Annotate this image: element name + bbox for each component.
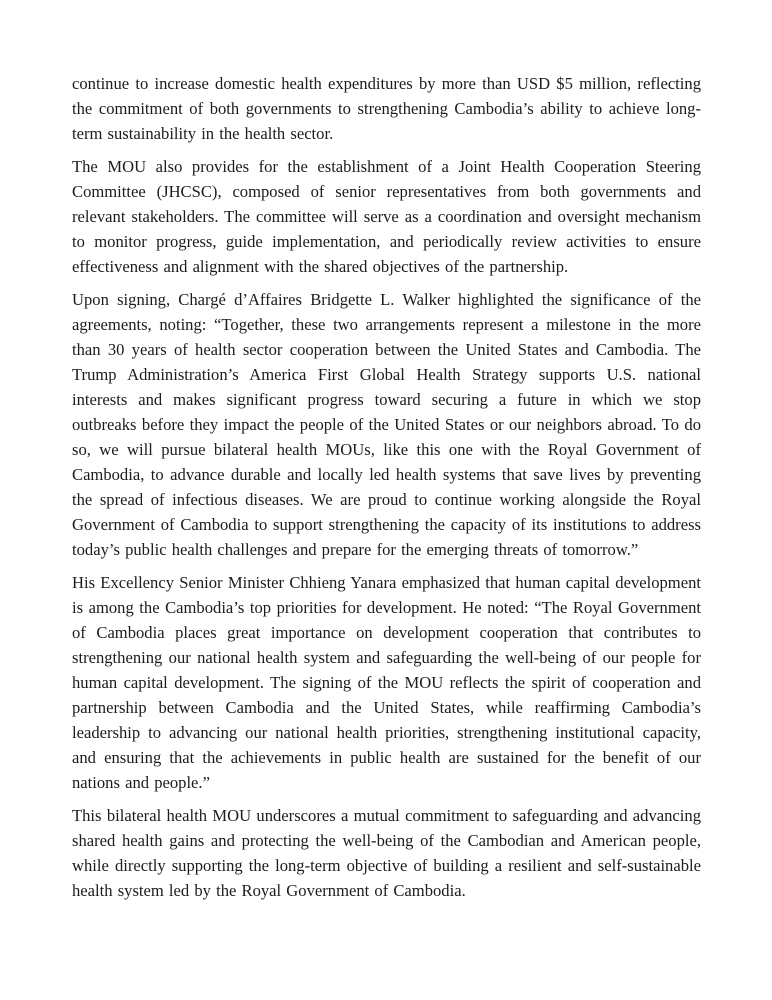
body-paragraph-3: Upon signing, Chargé d’Affaires Bridgette L. Walker highlighted the significance of the agreements, noting: “Together, these two arrangements represent a milestone in the more than 30 years of health sector cooperation between the United States and Cambodia. The Trump Administration’s America First Global Health Strategy supports U.S. national interests and makes significant progress toward securing a future in which we stop outbreaks before they impact the people of the United States or our neighbors abroad. To do so, we will pursue bilateral health MOUs, like this one with the Royal Government of Cambodia, to advance durable and locally led health systems that save lives by preventing the spread of infectious diseases. We are proud to continue working alongside the Royal Government of Cambodia to support strengthening the capacity of its institutions to address today’s public health challenges and prepare for the emerging threats of tomorrow.” bbox=[72, 290, 701, 559]
body-paragraph-1: continue to increase domestic health expenditures by more than USD $5 million, reflecting the commitment of both governments to strengthening Cambodia’s ability to achieve long-term sustainability in the health sector. bbox=[72, 74, 701, 143]
body-paragraph-5: This bilateral health MOU underscores a mutual commitment to safeguarding and advancing shared health gains and protecting the well-being of the Cambodian and American people, while directly supporting the long-term objective of building a resilient and self-sustainable health system led by the Royal Government of Cambodia. bbox=[72, 806, 701, 900]
body-paragraph-4: His Excellency Senior Minister Chhieng Yanara emphasized that human capital development is among the Cambodia’s top priorities for development. He noted: “The Royal Government of Cambodia places great importance on development cooperation that contributes to strengthening our national health system and safeguarding the well-being of our people for human capital development. The signing of the MOU reflects the spirit of cooperation and partnership between Cambodia and the United States, while reaffirming Cambodia’s leadership to advancing our national health priorities, strengthening institutional capacity, and ensuring that the achievements in public health are sustained for the benefit of our nations and people.” bbox=[72, 573, 701, 792]
body-paragraph-2: The MOU also provides for the establishment of a Joint Health Cooperation Steering Committee (JHCSC), composed of senior representatives from both governments and relevant stakeholders. The committee will serve as a coordination and oversight mechanism to monitor progress, guide implementation, and periodically review activities to ensure effectiveness and alignment with the shared objectives of the partnership. bbox=[72, 157, 701, 276]
